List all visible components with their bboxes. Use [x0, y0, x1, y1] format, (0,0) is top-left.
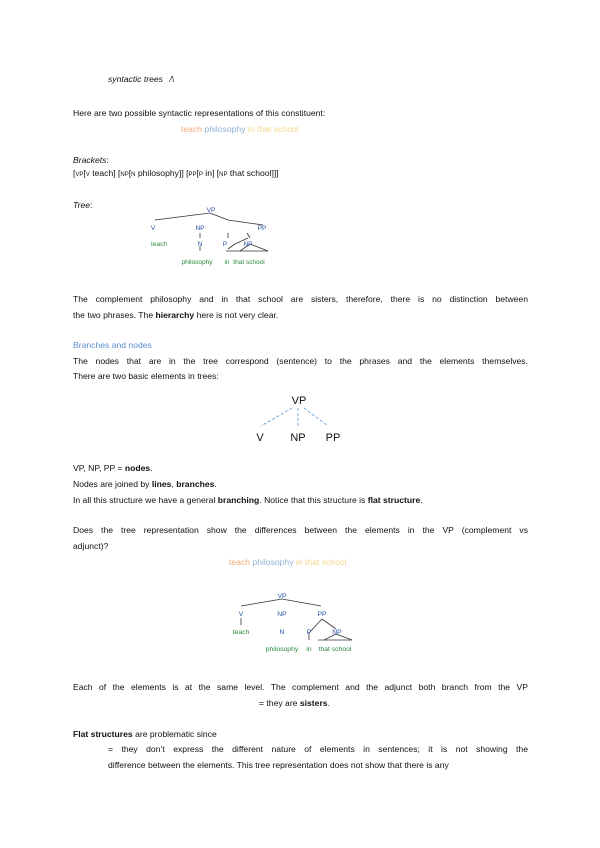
node-pp: PP	[317, 611, 327, 618]
bracket-notation	[73, 168, 279, 178]
bracket-label: NP	[219, 172, 228, 178]
node-vp: VP	[206, 207, 216, 214]
question-line1: Does the tree representation show the differences between the elements in the VP (complement vs	[73, 525, 528, 535]
intro-sentence: Here are two possible syntactic representations of this constituent:	[73, 108, 326, 118]
text-bold: sisters	[299, 698, 328, 708]
text-run: .	[214, 479, 217, 489]
word-that-school: that school	[233, 259, 265, 266]
bracket-label: N	[131, 172, 136, 178]
text-run: the two phrases. The	[73, 310, 156, 320]
phrase-philosophy: philosophy	[252, 557, 294, 567]
text-bold: lines	[151, 479, 172, 489]
bracket-part: that school]]]	[227, 168, 279, 178]
branches-line1: The nodes that are in the tree correspond (sentence) to the phrases and the elements themselves.	[73, 356, 528, 366]
tree-colon: :	[90, 200, 93, 210]
bracket-label: P	[198, 172, 203, 178]
tree-heading	[73, 200, 92, 210]
section-heading-branches: Branches and nodes	[73, 340, 152, 350]
brackets-heading	[73, 155, 109, 165]
tree-diagram-1	[140, 204, 290, 268]
bracket-part: [	[196, 168, 199, 178]
text-bold: Flat structures	[73, 729, 133, 739]
colored-phrase	[181, 124, 299, 134]
bracket-label: NP	[120, 172, 129, 178]
text-run: Nodes are joined by	[73, 479, 152, 489]
node-vp-large: VP	[291, 395, 307, 407]
paragraph-complement-line2	[73, 310, 278, 320]
colored-phrase-2	[229, 557, 347, 567]
bracket-part: teach] [	[89, 168, 121, 178]
tree-symbol: /\	[169, 74, 175, 84]
phrase-teach: teach	[181, 124, 203, 134]
bracket-label: VP	[75, 172, 84, 178]
paragraph-complement-line1: The complement philosophy and in that school are sisters, therefore, there is no distinction between	[73, 294, 528, 304]
title-text: syntactic trees	[108, 74, 163, 84]
text-run: = they are	[259, 698, 300, 708]
brackets-colon: :	[106, 155, 109, 165]
node-pp: PP	[257, 225, 267, 232]
node-n: N	[197, 241, 203, 248]
node-v-large: V	[256, 432, 264, 444]
flat-line1: = they don’t express the different nature of elements in sentences; it is not showing the	[108, 744, 528, 754]
level-line1: Each of the elements is at the same level. The complement and the adjunct both branch from the VP	[73, 682, 528, 692]
node-np-large: NP	[290, 432, 306, 444]
node-np: NP	[195, 225, 205, 232]
level-line2	[259, 698, 330, 708]
text-bold: hierarchy	[155, 310, 195, 320]
node-np: NP	[277, 611, 287, 618]
word-philosophy: philosophy	[265, 646, 299, 653]
question-line2: adjunct)?	[73, 541, 109, 551]
word-in: in	[306, 646, 312, 653]
word-teach: teach	[151, 241, 167, 248]
phrase-philosophy: philosophy	[204, 124, 246, 134]
word-in: in	[224, 259, 230, 266]
text-bold: nodes	[124, 463, 151, 473]
bracket-part: in] [	[202, 168, 220, 178]
bracket-part: [	[73, 168, 76, 178]
brackets-heading-text: Brackets	[73, 155, 107, 165]
phrase-rest: in that school	[247, 124, 299, 134]
node-vp: VP	[277, 593, 287, 600]
text-bold: branches	[176, 479, 215, 489]
node-pp-large: PP	[325, 432, 341, 444]
node-v: V	[238, 611, 244, 618]
node-n: N	[279, 629, 285, 636]
bracket-label: V	[85, 172, 90, 178]
flat-structure-line	[73, 495, 423, 505]
text-run: VP, NP, PP =	[73, 463, 125, 473]
tree-diagram-3	[224, 588, 374, 654]
branches-definition-line	[73, 479, 217, 489]
word-teach: teach	[232, 629, 250, 636]
text-run: are problematic since	[132, 729, 217, 739]
bracket-part: [	[128, 168, 132, 178]
bracket-label: PP	[188, 172, 197, 178]
text-run: .	[327, 698, 330, 708]
flat-structures-heading	[73, 729, 217, 739]
phrase-teach: teach	[229, 557, 251, 567]
text-bold: branching	[217, 495, 260, 505]
phrase-rest: in that school	[295, 557, 347, 567]
document-title	[108, 74, 174, 84]
text-run: . Notice that this structure is	[259, 495, 368, 505]
text-run: ,	[171, 479, 177, 489]
bracket-part: [	[83, 168, 86, 178]
text-run: .	[150, 463, 153, 473]
flat-line2: difference between the elements. This tree representation does not show that there is any	[108, 760, 449, 770]
node-v: V	[150, 225, 156, 232]
word-philosophy: philosophy	[181, 259, 213, 266]
tree-diagram-2	[248, 390, 358, 446]
text-run: In all this structure we have a general	[73, 495, 218, 505]
node-p: P	[222, 241, 228, 248]
bracket-part: philosophy]] [	[135, 168, 189, 178]
branches-line2: There are two basic elements in trees:	[73, 371, 219, 381]
nodes-line	[73, 463, 153, 473]
node-np2: NP	[243, 241, 253, 248]
text-run: here is not very clear.	[194, 310, 279, 320]
text-run: .	[420, 495, 423, 505]
tree-heading-text: Tree	[73, 200, 91, 210]
word-that-school: that school	[318, 646, 352, 653]
node-p: P	[306, 629, 312, 636]
node-np2: NP	[332, 629, 342, 636]
text-bold: flat structure	[367, 495, 421, 505]
